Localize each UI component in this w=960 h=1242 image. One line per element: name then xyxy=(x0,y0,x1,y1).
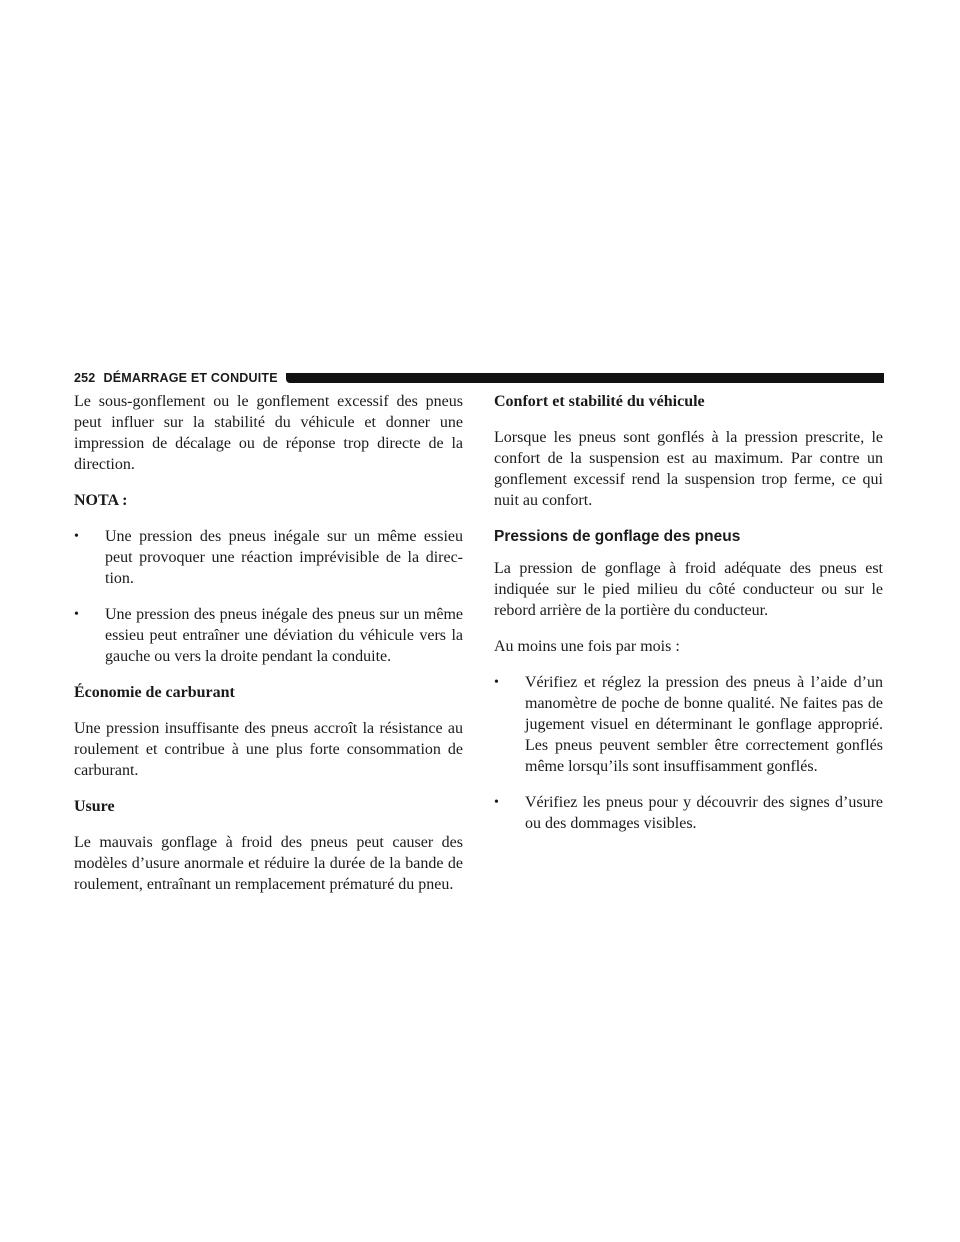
wear-paragraph: Le mauvais gonflage à froid des pneus peut causer des modèles d’usure anormale et réduire la durée de la bande de roulement, entraînant un remplacement prématuré du pneu. xyxy=(74,834,463,893)
bullet-icon: • xyxy=(74,529,79,544)
list-item xyxy=(74,604,463,667)
monthly-list xyxy=(494,672,883,834)
left-column xyxy=(74,391,463,910)
right-column xyxy=(494,391,883,849)
bullet-icon: • xyxy=(494,675,499,690)
intro-paragraph: Le sous-gonflement ou le gonflement excessif des pneus peut influer sur la stabilité du véhicule et donner une impression de décalage ou de réponse trop directe de la direction. xyxy=(74,393,463,473)
list-item xyxy=(494,792,883,834)
bullet-icon: • xyxy=(494,795,499,810)
list-item xyxy=(494,672,883,777)
pressure-heading: Pressions de gonflage des pneus xyxy=(494,528,741,545)
comfort-title: Confort et stabilité du véhicule xyxy=(494,393,705,410)
section-title: DÉMARRAGE ET CONDUITE xyxy=(103,371,278,385)
list-item-text: Vérifiez les pneus pour y découvrir des signes d’usure ou des dommages visibles. xyxy=(525,794,883,832)
list-item xyxy=(74,526,463,589)
header-rule xyxy=(286,373,884,383)
fuel-economy-paragraph: Une pression insuffisante des pneus accroît la résistance au roulement et contribue à une plus forte consommation de carburant. xyxy=(74,720,463,779)
nota-list xyxy=(74,526,463,667)
nota-title: NOTA : xyxy=(74,492,128,509)
list-item-text: Une pression des pneus inégale des pneus sur un même essieu peut entraîner une déviation du véhicule vers la gauche ou vers la droite pendant la conduite. xyxy=(105,606,463,665)
monthly-intro: Au moins une fois par mois : xyxy=(494,638,680,655)
fuel-economy-title: Économie de carburant xyxy=(74,684,235,701)
wear-title: Usure xyxy=(74,798,115,815)
bullet-icon: • xyxy=(74,607,79,622)
page-header xyxy=(74,369,884,387)
list-item-text: Une pression des pneus inégale sur un même essieu peut provoquer une réaction imprévisible de la direc-tion. xyxy=(105,528,463,587)
list-item-text: Vérifiez et réglez la pression des pneus à l’aide d’un manomètre de poche de bonne qualité. Ne faites pas de jugement visuel en déterminant le gonflage approprié. Les pneus peuvent sembler être correctement gonflés même lorsqu’ils sont insuffisamment gonflés. xyxy=(525,674,883,775)
comfort-paragraph: Lorsque les pneus sont gonflés à la pression prescrite, le confort de la suspension est au maximum. Par contre un gonflement excessif rend la suspension trop ferme, ce qui nuit au confort. xyxy=(494,429,883,509)
pressure-paragraph: La pression de gonflage à froid adéquate des pneus est indiquée sur le pied milieu du côté conducteur ou sur le rebord arrière de la portière du conducteur. xyxy=(494,560,883,619)
page-number: 252 xyxy=(74,371,96,385)
